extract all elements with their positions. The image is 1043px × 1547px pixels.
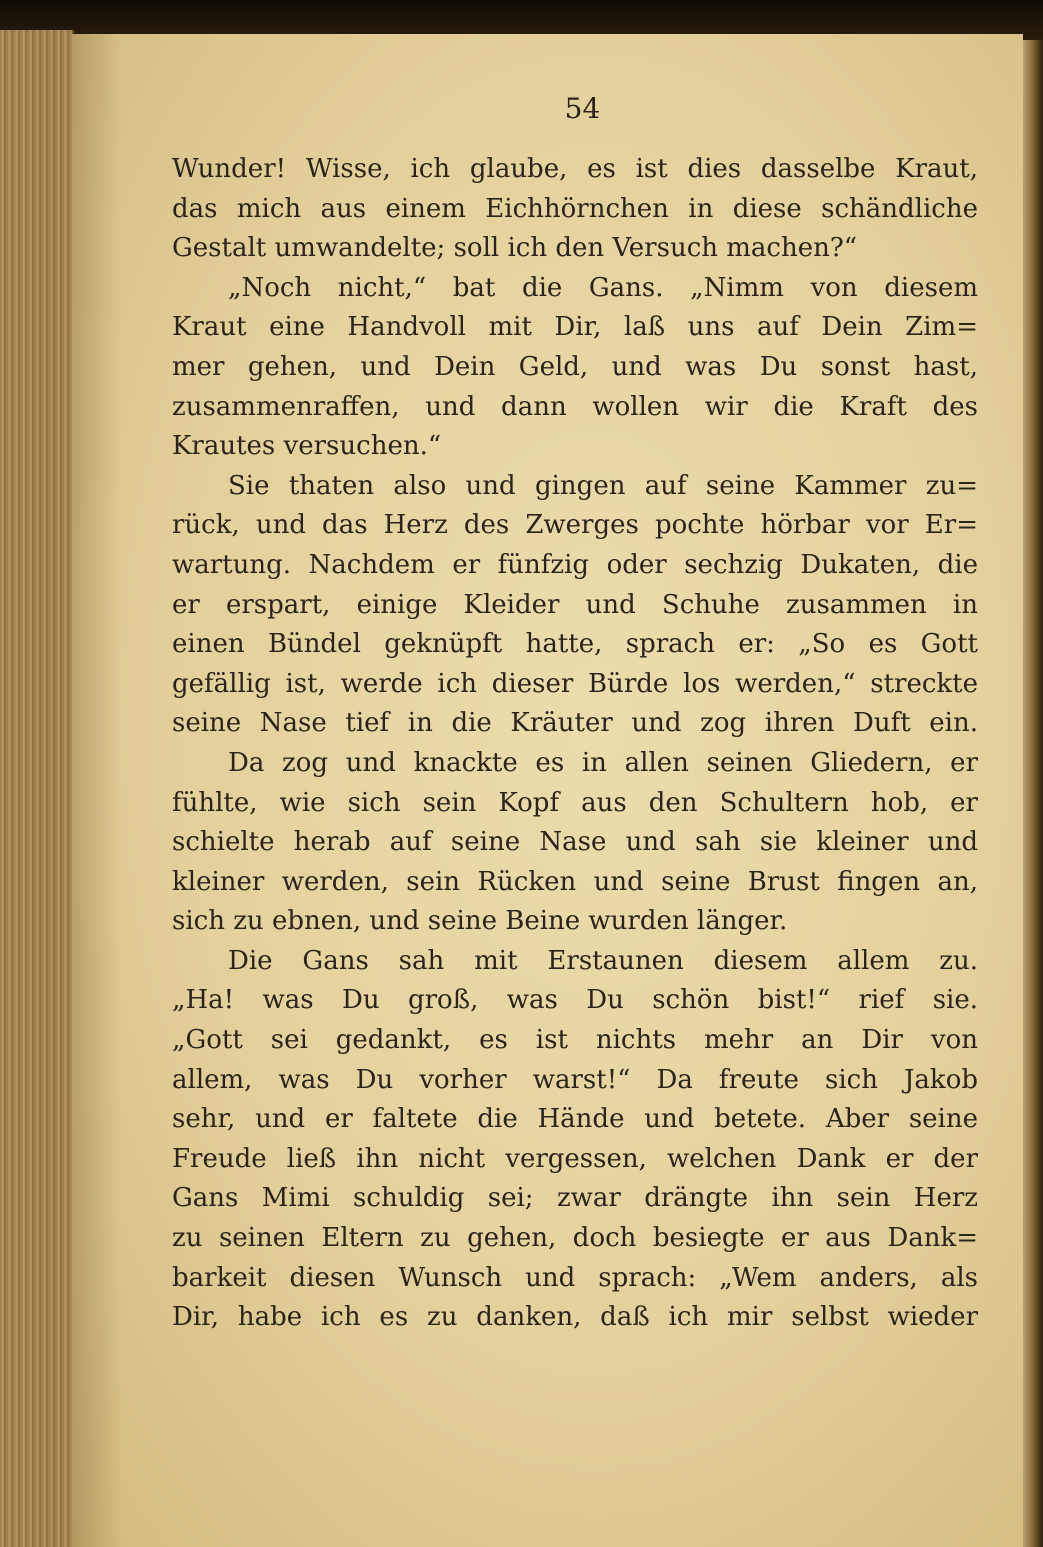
- text-line: zusammenraffen, und dann wollen wir die Kraft des: [172, 391, 978, 422]
- text-line: „Noch nicht,“ bat die Gans. „Nimm von diesem: [228, 272, 978, 303]
- text-line: Dir, habe ich es zu danken, daß ich mir selbst wieder: [172, 1302, 978, 1333]
- text-line: sich zu ebnen, und seine Beine wurden länger.: [172, 906, 788, 937]
- text-line: zu seinen Eltern zu gehen, doch besiegte er aus Dank=: [172, 1223, 978, 1254]
- page-number: 54: [564, 92, 601, 125]
- text-line: barkeit diesen Wunsch und sprach: „Wem anders, als: [172, 1262, 978, 1293]
- text-line: allem, was Du vorher warst!“ Da freute sich Jakob: [172, 1064, 978, 1095]
- text-line: „Ha! was Du groß, was Du schön bist!“ rief sie.: [172, 985, 978, 1016]
- text-line: kleiner werden, sein Rücken und seine Brust fingen an,: [172, 866, 978, 897]
- text-line: Gans Mimi schuldig sei; zwar drängte ihn sein Herz: [172, 1183, 978, 1214]
- text-line: Krautes versuchen.“: [172, 431, 442, 462]
- text-line: Die Gans sah mit Erstaunen diesem allem zu.: [228, 945, 978, 976]
- text-line: fühlte, wie sich sein Kopf aus den Schultern hob, er: [172, 787, 978, 818]
- text-line: „Gott sei gedankt, es ist nichts mehr an Dir von: [172, 1025, 978, 1056]
- text-line: das mich aus einem Eichhörnchen in diese schändliche: [172, 193, 978, 224]
- binding-edge: [1021, 40, 1043, 1547]
- text-line: schielte herab auf seine Nase und sah sie kleiner und: [172, 827, 978, 858]
- text-line: er erspart, einige Kleider und Schuhe zusammen in: [172, 589, 978, 620]
- text-line: Kraut eine Handvoll mit Dir, laß uns auf Dein Zim=: [172, 312, 978, 343]
- text-line: Wunder! Wisse, ich glaube, es ist dies dasselbe Kraut,: [172, 154, 978, 184]
- gutter-shade: [72, 34, 122, 1547]
- text-line: sehr, und er faltete die Hände und betete. Aber seine: [172, 1104, 978, 1135]
- text-line: Freude ließ ihn nicht vergessen, welchen Dank er der: [172, 1143, 978, 1174]
- text-line: Sie thaten also und gingen auf seine Kammer zu=: [228, 470, 978, 501]
- text-line: wartung. Nachdem er fünfzig oder sechzig Dukaten, die: [172, 549, 978, 580]
- body-text: [172, 150, 978, 1338]
- text-line: Gestalt umwandelte; soll ich den Versuch machen?“: [172, 233, 858, 264]
- text-line: Da zog und knackte es in allen seinen Gliedern, er: [228, 747, 978, 778]
- text-line: einen Bündel geknüpft hatte, sprach er: „So es Gott: [172, 629, 978, 660]
- text-line: seine Nase tief in die Kräuter und zog ihren Duft ein.: [172, 708, 978, 739]
- text-line: mer gehen, und Dein Geld, und was Du sonst hast,: [172, 351, 978, 382]
- text-line: rück, und das Herz des Zwerges pochte hörbar vor Er=: [172, 510, 978, 541]
- page-stack-edge: [0, 30, 74, 1547]
- text-line: gefällig ist, werde ich dieser Bürde los werden,“ streckte: [172, 668, 978, 699]
